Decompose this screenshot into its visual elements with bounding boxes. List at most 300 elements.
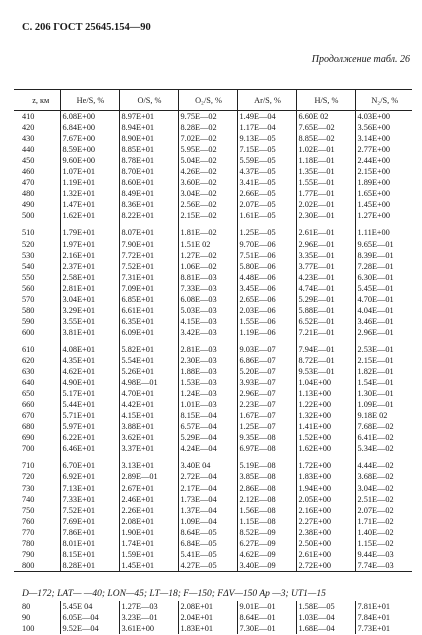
value-cell: 7.31E+01 <box>119 272 178 283</box>
value-cell: 5.20E—07 <box>237 366 296 377</box>
value-cell: 1.32E+00 <box>296 410 355 421</box>
value-cell: 7.67E+00 <box>60 133 119 144</box>
value-cell: 4.35E+01 <box>60 355 119 366</box>
value-cell: 2.77E+00 <box>355 144 412 155</box>
altitude-cell: 600 <box>22 327 35 337</box>
value-cell: 8.90E+01 <box>119 133 178 144</box>
table-row <box>14 388 412 399</box>
value-cell: 6.61E+01 <box>119 305 178 316</box>
table-row <box>14 272 412 283</box>
value-cell: 1.72E+00 <box>296 460 355 471</box>
value-cell: 5.95E—02 <box>178 144 237 155</box>
table-row <box>14 239 412 250</box>
value-cell: 1.67E—07 <box>237 410 296 421</box>
altitude-cell: 480 <box>22 189 35 199</box>
value-cell: 2.81E+01 <box>60 283 119 294</box>
altitude-cell: 540 <box>22 261 35 271</box>
value-cell: 1.19E+01 <box>60 177 119 188</box>
value-cell: 1.54E—01 <box>355 377 412 388</box>
value-cell: 3.40E 04 <box>178 460 237 471</box>
table-row <box>14 377 412 388</box>
value-cell: 6.92E+01 <box>60 471 119 482</box>
value-cell: 1.77E—01 <box>296 188 355 199</box>
table-row <box>14 612 412 623</box>
table-row <box>14 344 412 355</box>
table-row <box>14 177 412 188</box>
value-cell: 5.04E—02 <box>178 155 237 166</box>
value-cell: 2.37E+01 <box>60 261 119 272</box>
altitude-cell: 520 <box>22 239 35 249</box>
value-cell: 8.85E—02 <box>296 133 355 144</box>
value-cell: 6.05E—04 <box>60 612 119 623</box>
value-cell: 6.41E—02 <box>355 432 412 443</box>
value-cell: 2.96E—01 <box>355 327 412 338</box>
value-cell: 4.70E+01 <box>119 388 178 399</box>
altitude-cell: 550 <box>22 272 35 282</box>
table-row <box>14 144 412 155</box>
value-cell: 6.84E+00 <box>60 122 119 133</box>
value-cell: 3.04E—02 <box>355 483 412 494</box>
value-cell: 5.54E+01 <box>119 355 178 366</box>
altitude-cell: 500 <box>22 211 35 221</box>
value-cell: 4.23E—01 <box>296 272 355 283</box>
table-row <box>14 471 412 482</box>
value-cell: 7.68E—02 <box>355 421 412 432</box>
value-cell: 3.77E—01 <box>296 261 355 272</box>
value-cell: 1.97E+01 <box>60 239 119 250</box>
value-cell: 2.05E+00 <box>296 494 355 505</box>
table-row <box>14 505 412 516</box>
value-cell: 5.45E—01 <box>355 283 412 294</box>
table-row <box>14 549 412 560</box>
extra-table <box>14 601 412 634</box>
value-cell: 9.13E—05 <box>237 133 296 144</box>
value-cell: 7.81E+01 <box>355 601 412 612</box>
altitude-cell: 770 <box>22 527 35 537</box>
value-cell: 8.28E+01 <box>60 560 119 572</box>
value-cell: 9.44E—03 <box>355 549 412 560</box>
value-cell: 5.17E+01 <box>60 388 119 399</box>
value-cell: 8.07E+01 <box>119 227 178 238</box>
value-cell: 3.46E—01 <box>355 316 412 327</box>
column-header: H/S, % <box>296 90 355 111</box>
page-number: С. 206 <box>22 22 51 33</box>
value-cell: 4.62E—09 <box>237 549 296 560</box>
value-cell: 8.64E—05 <box>178 527 237 538</box>
altitude-cell: 670 <box>22 411 35 421</box>
value-cell: 2.16E+00 <box>296 505 355 516</box>
value-cell: 2.27E+00 <box>296 516 355 527</box>
value-cell: 1.62E+01 <box>60 210 119 221</box>
value-cell: 1.19E—06 <box>237 327 296 338</box>
value-cell: 1.55E—01 <box>296 177 355 188</box>
value-cell: 7.72E+01 <box>119 250 178 261</box>
value-cell: 2.51E—02 <box>355 494 412 505</box>
column-header: Ar/S, % <box>237 90 296 111</box>
value-cell: 6.35E+01 <box>119 316 178 327</box>
table-row <box>14 199 412 210</box>
altitude-cell: 650 <box>22 389 35 399</box>
value-cell: 7.33E—03 <box>178 283 237 294</box>
value-cell: 1.83E+00 <box>296 471 355 482</box>
value-cell: 1.90E+01 <box>119 527 178 538</box>
altitude-cell: 590 <box>22 316 35 326</box>
value-cell: 3.55E+01 <box>60 316 119 327</box>
value-cell: 7.52E+01 <box>119 261 178 272</box>
value-cell: 8.85E+01 <box>119 144 178 155</box>
value-cell: 2.89E—01 <box>119 471 178 482</box>
value-cell: 2.17E—04 <box>178 483 237 494</box>
table-row <box>14 155 412 166</box>
value-cell: 1.79E+01 <box>60 227 119 238</box>
value-cell: 2.30E—03 <box>178 355 237 366</box>
table-row <box>14 111 412 123</box>
value-cell: 5.82E+01 <box>119 344 178 355</box>
value-cell: 2.30E—01 <box>296 210 355 221</box>
table-header <box>14 90 412 111</box>
value-cell: 2.72E+00 <box>296 560 355 572</box>
altitude-cell: 80 <box>22 602 31 611</box>
value-cell: 3.62E+01 <box>119 432 178 443</box>
value-cell: 2.67E+01 <box>119 483 178 494</box>
altitude-cell: 410 <box>22 112 35 121</box>
altitude-cell: 570 <box>22 294 35 304</box>
value-cell: 6.60E 02 <box>296 111 355 123</box>
value-cell: 1.56E—08 <box>237 505 296 516</box>
value-cell: 1.15E—02 <box>355 538 412 549</box>
altitude-cell: 490 <box>22 200 35 210</box>
table-row <box>14 432 412 443</box>
value-cell: 5.03E—03 <box>178 305 237 316</box>
value-cell: 1.81E—02 <box>178 227 237 238</box>
altitude-cell: 780 <box>22 538 35 548</box>
value-cell: 1.55E—06 <box>237 316 296 327</box>
altitude-cell: 510 <box>22 228 35 238</box>
value-cell: 9.35E—08 <box>237 432 296 443</box>
table-row <box>14 210 412 221</box>
value-cell: 1.02E—01 <box>296 144 355 155</box>
value-cell: 8.01E+01 <box>60 538 119 549</box>
value-cell: 3.37E+01 <box>119 443 178 454</box>
value-cell: 4.62E+01 <box>60 366 119 377</box>
value-cell: 8.70E+01 <box>119 166 178 177</box>
value-cell: 2.02E—01 <box>296 199 355 210</box>
value-cell: 2.56E—02 <box>178 199 237 210</box>
value-cell: 8.15E—04 <box>178 410 237 421</box>
value-cell: 7.15E—05 <box>237 144 296 155</box>
table-row <box>14 483 412 494</box>
value-cell: 8.72E—01 <box>296 355 355 366</box>
table-row <box>14 410 412 421</box>
value-cell: 2.53E—01 <box>355 344 412 355</box>
value-cell: 4.15E—03 <box>178 316 237 327</box>
value-cell: 7.74E—03 <box>355 560 412 572</box>
column-header: O/S, % <box>119 90 178 111</box>
value-cell: 5.29E—04 <box>178 432 237 443</box>
value-cell: 2.61E—01 <box>296 227 355 238</box>
value-cell: 5.71E+01 <box>60 410 119 421</box>
value-cell: 7.94E—01 <box>296 344 355 355</box>
value-cell: 8.52E—09 <box>237 527 296 538</box>
value-cell: 6.09E+01 <box>119 327 178 338</box>
value-cell: 2.61E+00 <box>296 549 355 560</box>
value-cell: 8.28E—02 <box>178 122 237 133</box>
page-header <box>22 22 151 33</box>
value-cell: 1.89E+00 <box>355 177 412 188</box>
table-row <box>14 261 412 272</box>
table-row <box>14 305 412 316</box>
altitude-cell: 610 <box>22 344 35 354</box>
value-cell: 8.78E+01 <box>119 155 178 166</box>
value-cell: 7.84E+01 <box>355 612 412 623</box>
value-cell: 3.40E—09 <box>237 560 296 572</box>
value-cell: 1.06E—02 <box>178 261 237 272</box>
value-cell: 8.97E+01 <box>119 111 178 123</box>
altitude-cell: 630 <box>22 367 35 377</box>
value-cell: 9.60E+00 <box>60 155 119 166</box>
value-cell: 8.15E+01 <box>60 549 119 560</box>
value-cell: 1.49E—04 <box>237 111 296 123</box>
table-row <box>14 133 412 144</box>
altitude-cell: 690 <box>22 433 35 443</box>
table-row <box>14 294 412 305</box>
altitude-cell: 470 <box>22 178 35 188</box>
table-row <box>14 227 412 238</box>
value-cell: 7.28E—01 <box>355 261 412 272</box>
altitude-cell: 90 <box>22 613 31 622</box>
value-cell: 2.66E—05 <box>237 188 296 199</box>
value-cell: 7.86E+01 <box>60 527 119 538</box>
conditions-line: D—172; LAT— —40; LON—45; LT—18; F—150; FΔV—150 Ap —3; UT1—15 <box>22 589 326 599</box>
altitude-cell: 760 <box>22 516 35 526</box>
value-cell: 3.61E+00 <box>119 623 178 634</box>
value-cell: 3.41E—05 <box>237 177 296 188</box>
value-cell: 1.88E—03 <box>178 366 237 377</box>
value-cell: 6.30E—01 <box>355 272 412 283</box>
value-cell: 7.52E+01 <box>60 505 119 516</box>
value-cell: 1.52E+00 <box>296 432 355 443</box>
value-cell: 8.64E—01 <box>237 612 296 623</box>
value-cell: 1.11E+00 <box>355 227 412 238</box>
table-row <box>14 399 412 410</box>
altitude-cell: 800 <box>14 560 60 572</box>
table-row <box>14 527 412 538</box>
column-header: O₂/S, % <box>178 90 237 111</box>
value-cell: 3.04E—02 <box>178 188 237 199</box>
value-cell: 8.94E+01 <box>119 122 178 133</box>
table-row <box>14 122 412 133</box>
value-cell: 1.24E—03 <box>178 388 237 399</box>
value-cell: 2.44E+00 <box>355 155 412 166</box>
column-header: He/S, % <box>60 90 119 111</box>
value-cell: 3.85E—08 <box>237 471 296 482</box>
altitude-cell: 620 <box>22 355 35 365</box>
value-cell: 8.60E+01 <box>119 177 178 188</box>
value-cell: 1.51E 02 <box>178 239 237 250</box>
value-cell: 2.38E+00 <box>296 527 355 538</box>
value-cell: 5.88E—01 <box>296 305 355 316</box>
value-cell: 6.85E+01 <box>119 294 178 305</box>
table-row <box>14 188 412 199</box>
value-cell: 3.35E—01 <box>296 250 355 261</box>
table-row <box>14 166 412 177</box>
value-cell: 3.42E—03 <box>178 327 237 338</box>
table-row <box>14 560 412 572</box>
table-row <box>14 283 412 294</box>
value-cell: 1.68E—04 <box>296 623 355 634</box>
value-cell: 1.35E—01 <box>296 166 355 177</box>
value-cell: 1.74E+01 <box>119 538 178 549</box>
value-cell: 4.37E—05 <box>237 166 296 177</box>
value-cell: 7.21E—01 <box>296 327 355 338</box>
value-cell: 5.80E—06 <box>237 261 296 272</box>
table-continuation-caption: Продолжение табл. 26 <box>311 54 410 65</box>
value-cell: 1.37E—04 <box>178 505 237 516</box>
value-cell: 4.44E—02 <box>355 460 412 471</box>
value-cell: 5.45E 04 <box>60 601 119 612</box>
value-cell: 7.65E—02 <box>296 122 355 133</box>
altitude-cell: 450 <box>22 156 35 166</box>
value-cell: 1.41E+00 <box>296 421 355 432</box>
value-cell: 2.50E+00 <box>296 538 355 549</box>
column-header: z, км <box>14 90 60 111</box>
table-row <box>14 327 412 338</box>
value-cell: 1.94E+00 <box>296 483 355 494</box>
value-cell: 2.15E+00 <box>355 166 412 177</box>
value-cell: 6.08E—03 <box>178 294 237 305</box>
value-cell: 2.07E—05 <box>237 199 296 210</box>
altitude-cell: 530 <box>22 250 35 260</box>
value-cell: 3.60E—02 <box>178 177 237 188</box>
value-cell: 5.34E—02 <box>355 443 412 454</box>
value-cell: 1.27E+00 <box>355 210 412 221</box>
altitude-cell: 440 <box>22 145 35 155</box>
value-cell: 3.93E—07 <box>237 377 296 388</box>
value-cell: 9.75E—02 <box>178 111 237 123</box>
value-cell: 1.09E—01 <box>355 399 412 410</box>
standard-id: ГОСТ 25645.154—90 <box>53 22 151 33</box>
value-cell: 1.58E—05 <box>296 601 355 612</box>
altitude-cell: 660 <box>22 400 35 410</box>
value-cell: 8.39E—01 <box>355 250 412 261</box>
value-cell: 9.65E—01 <box>355 239 412 250</box>
value-cell: 1.22E+00 <box>296 399 355 410</box>
value-cell: 4.08E+01 <box>60 344 119 355</box>
value-cell: 2.07E—02 <box>355 505 412 516</box>
value-cell: 6.97E—08 <box>237 443 296 454</box>
value-cell: 9.18E 02 <box>355 410 412 421</box>
value-cell: 7.02E—02 <box>178 133 237 144</box>
table-row <box>14 494 412 505</box>
value-cell: 1.62E+00 <box>296 443 355 454</box>
value-cell: 2.03E—06 <box>237 305 296 316</box>
value-cell: 2.08E+01 <box>178 601 237 612</box>
table-row <box>14 366 412 377</box>
value-cell: 8.22E+01 <box>119 210 178 221</box>
value-cell: 3.81E+01 <box>60 327 119 338</box>
value-cell: 1.07E+01 <box>60 166 119 177</box>
value-cell: 4.90E+01 <box>60 377 119 388</box>
altitude-cell: 640 <box>22 378 35 388</box>
altitude-cell: 580 <box>22 305 35 315</box>
value-cell: 6.52E—01 <box>296 316 355 327</box>
value-cell: 3.68E—02 <box>355 471 412 482</box>
table-row <box>14 316 412 327</box>
value-cell: 1.53E—03 <box>178 377 237 388</box>
value-cell: 2.12E—08 <box>237 494 296 505</box>
altitude-cell: 680 <box>22 422 35 432</box>
value-cell: 5.29E—01 <box>296 294 355 305</box>
value-cell: 2.08E+01 <box>119 516 178 527</box>
value-cell: 6.84E—05 <box>178 538 237 549</box>
value-cell: 4.03E+00 <box>355 111 412 123</box>
value-cell: 1.83E+01 <box>178 623 237 634</box>
value-cell: 2.15E—02 <box>178 210 237 221</box>
value-cell: 2.15E—01 <box>355 355 412 366</box>
value-cell: 4.74E—01 <box>296 283 355 294</box>
value-cell: 4.70E—01 <box>355 294 412 305</box>
table-row <box>14 538 412 549</box>
value-cell: 3.23E—01 <box>119 612 178 623</box>
value-cell: 5.44E+01 <box>60 399 119 410</box>
table-row <box>14 250 412 261</box>
value-cell: 2.04E+01 <box>178 612 237 623</box>
value-cell: 8.49E+01 <box>119 188 178 199</box>
value-cell: 2.96E—01 <box>296 239 355 250</box>
value-cell: 7.51E—06 <box>237 250 296 261</box>
table-row <box>14 460 412 471</box>
value-cell: 4.42E+01 <box>119 399 178 410</box>
value-cell: 1.15E—08 <box>237 516 296 527</box>
table-row <box>14 421 412 432</box>
value-cell: 6.57E—04 <box>178 421 237 432</box>
altitude-cell: 790 <box>22 549 35 559</box>
value-cell: 5.97E+01 <box>60 421 119 432</box>
value-cell: 1.47E+01 <box>60 199 119 210</box>
value-cell: 1.13E+00 <box>296 388 355 399</box>
value-cell: 1.25E—07 <box>237 421 296 432</box>
value-cell: 9.03E—07 <box>237 344 296 355</box>
table-row <box>14 516 412 527</box>
altitude-cell: 720 <box>22 472 35 482</box>
column-header: N₂/S, % <box>355 90 412 111</box>
altitude-cell: 740 <box>22 494 35 504</box>
value-cell: 4.24E—04 <box>178 443 237 454</box>
value-cell: 6.70E+01 <box>60 460 119 471</box>
value-cell: 5.26E+01 <box>119 366 178 377</box>
value-cell: 1.65E+00 <box>355 188 412 199</box>
table-row <box>14 601 412 612</box>
value-cell: 1.01E—03 <box>178 399 237 410</box>
value-cell: 5.19E—08 <box>237 460 296 471</box>
altitude-cell: 460 <box>22 167 35 177</box>
value-cell: 7.33E+01 <box>60 494 119 505</box>
altitude-cell: 710 <box>22 461 35 471</box>
table-row <box>14 623 412 634</box>
value-cell: 1.17E—04 <box>237 122 296 133</box>
value-cell: 3.88E+01 <box>119 421 178 432</box>
value-cell: 1.04E+00 <box>296 377 355 388</box>
value-cell: 1.61E—05 <box>237 210 296 221</box>
value-cell: 4.15E+01 <box>119 410 178 421</box>
value-cell: 3.29E+01 <box>60 305 119 316</box>
value-cell: 5.59E—05 <box>237 155 296 166</box>
value-cell: 4.27E—05 <box>178 560 237 572</box>
value-cell: 6.08E+00 <box>60 111 119 123</box>
value-cell: 1.45E+00 <box>355 199 412 210</box>
value-cell: 7.30E—01 <box>237 623 296 634</box>
value-cell: 1.40E—02 <box>355 527 412 538</box>
